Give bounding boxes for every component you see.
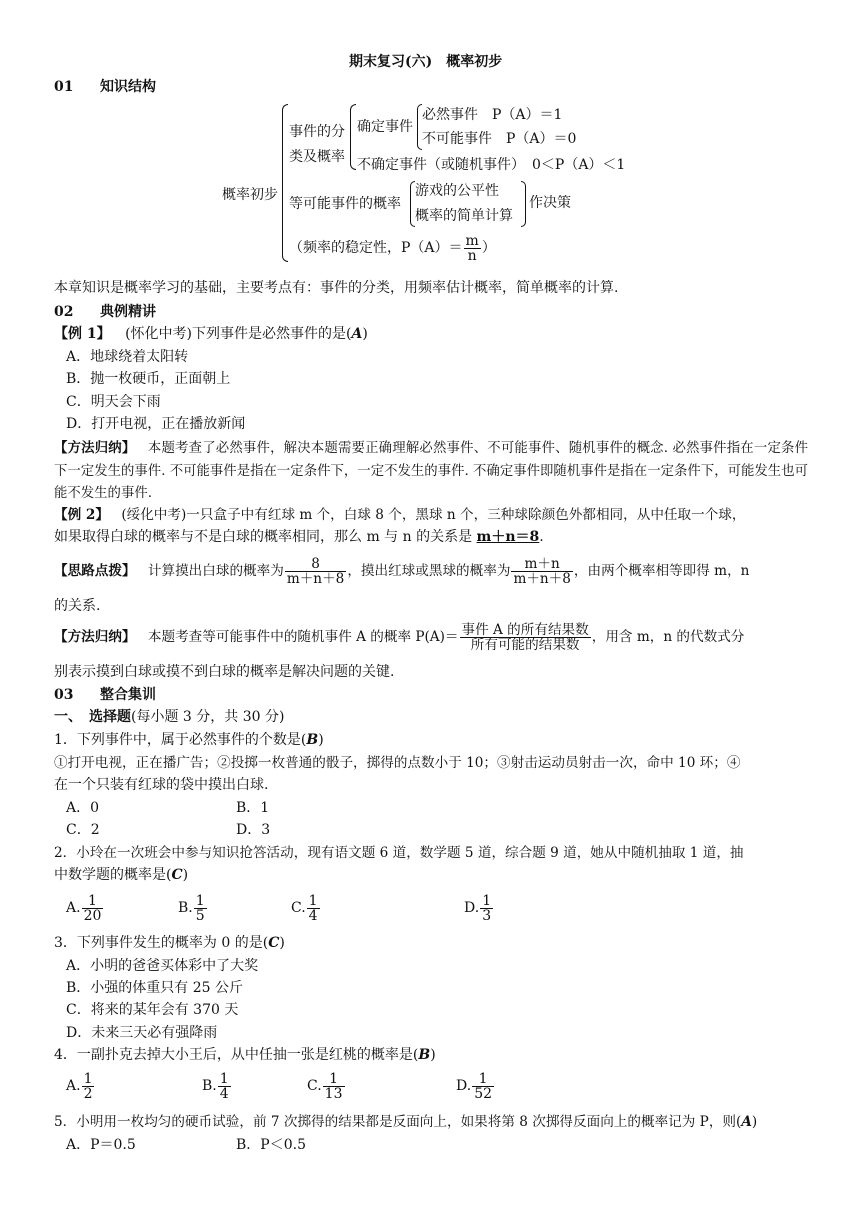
option-label: C. <box>307 1078 322 1094</box>
question-1-option-d: D．3 <box>236 822 271 838</box>
question-4-option-a <box>66 1068 95 1104</box>
method-2-text-1: 本题考查等可能事件中的随机事件 A 的概率 P(A)＝ <box>147 629 459 645</box>
tree-classify-2: 类及概率 <box>289 149 345 165</box>
fraction-m-over-n <box>464 234 481 263</box>
fraction-white-ball <box>285 557 346 586</box>
fraction-numerator: 1 <box>482 892 492 909</box>
summary-text: 本章知识是概率学习的基础，主要考点有：事件的分类，用频率估计概率，简单概率的计算. <box>54 280 619 296</box>
fraction-red-black <box>511 557 572 586</box>
tree-brace-classify <box>350 104 356 170</box>
question-2-option-b <box>178 890 208 926</box>
method-2-tag: 【方法归纳】 <box>54 629 136 645</box>
example-2-tag: 【例 2】 <box>54 507 109 523</box>
question-5-option-a: A．P＝0.5 <box>66 1137 136 1153</box>
question-3-option-b: B．小强的体重只有 25 公斤 <box>66 980 244 996</box>
option-label: D. <box>464 900 480 916</box>
question-1-answer: B <box>306 732 319 748</box>
option-label: C. <box>291 900 306 916</box>
question-1-close: ) <box>318 732 324 748</box>
fraction-denominator: 4 <box>219 1085 229 1102</box>
question-2-text: 中数学题的概率是( <box>54 867 172 883</box>
option-label: A. <box>66 900 81 916</box>
question-2-close: ) <box>182 867 189 883</box>
example-1-option-b: B．抛一枚硬币，正面朝上 <box>66 371 231 387</box>
tree-must: 必然事件 P（A）＝1 <box>422 107 563 123</box>
example-1-stem <box>54 325 368 343</box>
question-3-close: ) <box>279 935 285 951</box>
tree-frequency-pre: （频率的稳定性，P（A）＝ <box>289 240 463 256</box>
question-1-option-b: B．1 <box>236 800 270 816</box>
fraction-numerator: 1 <box>308 892 318 909</box>
question-1-stem <box>54 731 324 749</box>
tree-fair: 游戏的公平性 <box>415 183 499 199</box>
question-3-option-a: A．小明的爸爸买体彩中了大奖 <box>66 958 259 974</box>
tree-equal: 等可能事件的概率 <box>289 196 401 212</box>
method-2-text-3: 别表示摸到白球或摸不到白球的概率是解决问题的关键. <box>54 664 395 680</box>
tree-frequency <box>289 233 496 263</box>
example-1-option-c: C．明天会下雨 <box>66 394 161 410</box>
section-03-heading: 整合集训 <box>100 687 156 703</box>
question-5-stem <box>54 1113 757 1131</box>
method-summary-2 <box>54 617 744 657</box>
question-2-line-2 <box>54 866 188 884</box>
fraction-denominator: 2 <box>83 1085 93 1102</box>
example-2-text-2: 如果取得白球的概率与不是白球的概率相同，那么 m 与 n 的关系是 <box>54 529 473 545</box>
option-label: A. <box>66 1078 81 1094</box>
section-03-number: 03 <box>54 687 74 703</box>
example-2-end: . <box>539 529 544 545</box>
question-1-line-1: ①打开电视，正在播广告；②投掷一枚普通的骰子，掷得的点数小于 10；③射击运动员射击一次，命中 10 环；④ <box>54 755 741 771</box>
question-4-option-b <box>202 1068 232 1104</box>
tree-decide: 作决策 <box>529 195 571 211</box>
example-2-line-2 <box>54 528 544 546</box>
question-4-text: 4．一副扑克去掉大小王后，从中任抽一张是红桃的概率是( <box>54 1047 419 1063</box>
question-2-answer: C <box>171 867 183 883</box>
fraction-numerator: m <box>465 232 479 249</box>
example-2-answer: m＋n＝8 <box>476 529 540 545</box>
question-2-line-1: 2．小玲在一次班会中参与知识抢答活动，现有语文题 6 道，数学题 5 道，综合题 9 道，她从中随机抽取 1 道，抽 <box>54 845 744 861</box>
hint-text-4: 的关系. <box>54 598 101 614</box>
method-summary-1 <box>54 437 808 506</box>
fraction-denominator: 3 <box>482 907 492 924</box>
example-1-option-a: A．地球绕着太阳转 <box>66 349 189 365</box>
section-choice-heading <box>54 708 284 726</box>
example-2-line-1 <box>54 506 745 524</box>
option-fraction <box>82 1072 95 1101</box>
question-1-option-c: C．2 <box>66 822 100 838</box>
method-1-tag: 【方法归纳】 <box>54 440 136 456</box>
fraction-numerator: 1 <box>323 1072 345 1087</box>
fraction-numerator: 1 <box>472 1072 494 1087</box>
question-4-answer: B <box>418 1047 431 1063</box>
example-2-text-1: (绥化中考)一只盒子中有红球 m 个，白球 8 个，黑球 n 个，三种球除颜色外都相同，从中任取一个球， <box>121 507 746 523</box>
question-4-stem <box>54 1046 436 1064</box>
tree-frequency-post: ） <box>481 240 496 256</box>
option-label: D. <box>456 1078 472 1094</box>
question-1-line-2: 在一个只装有红球的袋中摸出白球. <box>54 777 269 793</box>
fraction-numerator: 1 <box>83 1070 93 1087</box>
question-3-option-d: D．未来三天必有强降雨 <box>66 1025 218 1041</box>
question-5-close: ) <box>751 1114 758 1130</box>
fraction-denominator: 13 <box>324 1085 343 1102</box>
question-4-close: ) <box>430 1047 436 1063</box>
option-label: B. <box>178 900 193 916</box>
tree-uncertain: 不确定事件（或随机事件） 0＜P（A）＜1 <box>357 157 626 173</box>
method-2-text-2: ，用含 m，n 的代数式分 <box>591 629 745 645</box>
hint-text-3: ，由两个概率相等即得 m，n <box>573 563 750 579</box>
tree-root: 概率初步 <box>222 187 278 203</box>
fraction-denominator: 52 <box>474 1085 493 1102</box>
fraction-numerator: 1 <box>219 1070 229 1087</box>
tree-impossible: 不可能事件 P（A）＝0 <box>422 131 577 147</box>
option-fraction <box>82 894 104 923</box>
tree-brace-root <box>282 104 288 262</box>
choice-heading-label: 一、 选择题 <box>54 709 131 725</box>
example-1-tag: 【例 1】 <box>54 326 111 342</box>
option-fraction <box>472 1072 494 1101</box>
option-fraction <box>218 1072 231 1101</box>
hint-text-2: ，摸出红球或黑球的概率为 <box>347 563 511 579</box>
fraction-numerator: m＋n <box>511 557 572 572</box>
question-4-option-c <box>307 1068 346 1104</box>
question-2-option-c <box>291 890 321 926</box>
question-3-stem <box>54 934 285 952</box>
fraction-denominator: m＋n＋8 <box>286 571 345 587</box>
question-4-option-d <box>456 1068 495 1104</box>
option-fraction <box>323 1072 345 1101</box>
question-1-option-a: A．0 <box>66 800 100 816</box>
question-5-option-b: B．P＜0.5 <box>236 1137 306 1153</box>
tree-classify-1: 事件的分 <box>289 124 345 140</box>
fraction-denominator: 4 <box>308 907 318 924</box>
option-fraction <box>194 894 207 923</box>
option-fraction <box>480 894 493 923</box>
question-1-text: 1．下列事件中，属于必然事件的个数是( <box>54 732 307 748</box>
fraction-numerator: 1 <box>195 892 205 909</box>
fraction-denominator: m＋n＋8 <box>513 571 571 587</box>
question-3-text: 3．下列事件发生的概率为 0 的是( <box>54 935 269 951</box>
section-01-number: 01 <box>54 79 74 95</box>
method-1-text: 本题考查了必然事件，解决本题需要正确理解必然事件、不可能事件、随机事件的概念. 必然事件指在一定条件下一定发生的事件. 不可能事件是指在一定条件下，一定不发生的事件. 不确定事件即随机事件是指在一定条件下，可能发生也可能不发生的事件. <box>54 441 809 501</box>
question-2-option-d <box>464 890 494 926</box>
fraction-denominator: 5 <box>195 907 205 924</box>
example-1-close: ) <box>362 326 368 342</box>
hint-line <box>54 553 749 589</box>
example-1-question: (怀化中考)下列事件是必然事件的是( <box>125 326 352 342</box>
hint-tag: 【思路点拨】 <box>54 563 136 579</box>
example-1-answer: A <box>351 326 363 342</box>
tree-brace-decide <box>521 181 526 227</box>
tree-certain: 确定事件 <box>357 119 413 135</box>
fraction-probability-definition <box>460 623 591 652</box>
option-fraction <box>307 894 320 923</box>
section-01-heading: 知识结构 <box>100 79 156 95</box>
question-3-option-c: C．将来的某年会有 370 天 <box>66 1002 239 1018</box>
question-3-answer: C <box>268 935 280 951</box>
section-02-heading: 典例精讲 <box>100 304 156 320</box>
option-label: B. <box>202 1078 217 1094</box>
question-5-text: 5．小明用一枚均匀的硬币试验，前 7 次掷得的结果都是反面向上，如果将第 8 次掷得反面向上的概率记为 P，则( <box>54 1114 742 1130</box>
fraction-numerator: 事件 A 的所有结果数 <box>461 622 589 638</box>
hint-text-1: 计算摸出白球的概率为 <box>147 563 284 579</box>
section-02-number: 02 <box>54 304 74 320</box>
fraction-numerator: 1 <box>82 894 104 909</box>
fraction-numerator: 8 <box>285 557 346 572</box>
page-title: 期末复习(六) 概率初步 <box>349 54 503 70</box>
fraction-denominator: n <box>467 247 477 264</box>
choice-heading-note: (每小题 3 分，共 30 分) <box>131 709 285 725</box>
question-2-option-a <box>66 890 104 926</box>
question-5-answer: A <box>741 1114 752 1130</box>
fraction-denominator: 20 <box>83 907 102 924</box>
example-1-option-d: D．打开电视，正在播放新闻 <box>66 416 246 432</box>
tree-simple: 概率的简单计算 <box>415 208 513 224</box>
fraction-denominator: 所有可能的结果数 <box>470 637 580 653</box>
